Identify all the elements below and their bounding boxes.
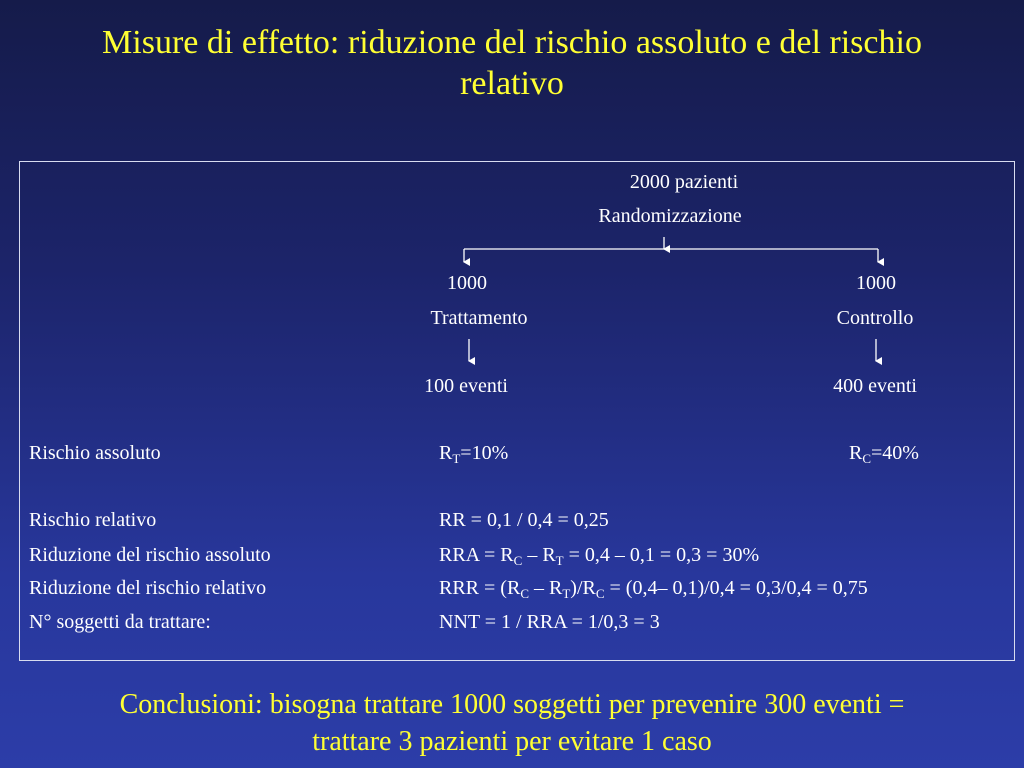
nnt-formula: NNT = 1 / RRA = 1/0,3 = 3: [439, 611, 660, 633]
nnt-label: N° soggetti da trattare:: [29, 611, 211, 633]
treatment-count: 1000: [447, 272, 487, 294]
patients-count: 2000 pazienti: [629, 171, 739, 193]
control-risk-value: $R_C=40\%$: [849, 442, 919, 466]
rrr-formula: RRR = $(R_C - R_T)/R_C = (0,4-$ 0,1)/0,4 = 0,3/0,4 = 0,75: [439, 577, 868, 601]
arr-formula: RRA = $R_C - R_T = 0,4 - 0,1 = 0,3 = 30\%$: [439, 544, 760, 568]
treatment-risk-value: $R_T=10\%$: [439, 442, 509, 466]
relative-risk-formula: RR = 0,1 / 0,4 = 0,25: [439, 509, 609, 531]
slide-title-line-1: Misure di effetto: riduzione del rischio assoluto e del rischio: [102, 24, 922, 61]
absolute-risk-label: Rischio assoluto: [29, 442, 161, 464]
treatment-events: 100 eventi: [424, 375, 508, 397]
slide-title-line-2: relativo: [460, 65, 564, 102]
control-events: 400 eventi: [833, 375, 917, 397]
arr-label: Riduzione del rischio assoluto: [29, 544, 271, 566]
randomization-label: Randomizzazione: [598, 205, 742, 227]
control-count: 1000: [856, 272, 896, 294]
relative-risk-label: Rischio relativo: [29, 509, 157, 531]
rrr-label: Riduzione del rischio relativo: [29, 577, 267, 599]
control-label: Controllo: [836, 307, 914, 329]
slide-title: [0, 22, 1024, 104]
conclusion: [0, 686, 1024, 760]
treatment-label: Trattamento: [430, 307, 528, 329]
conclusion-line-2: trattare 3 pazienti per evitare 1 caso: [312, 726, 712, 757]
conclusion-line-1: Conclusioni: bisogna trattare 1000 soggetti per prevenire 300 eventi =: [119, 689, 905, 720]
